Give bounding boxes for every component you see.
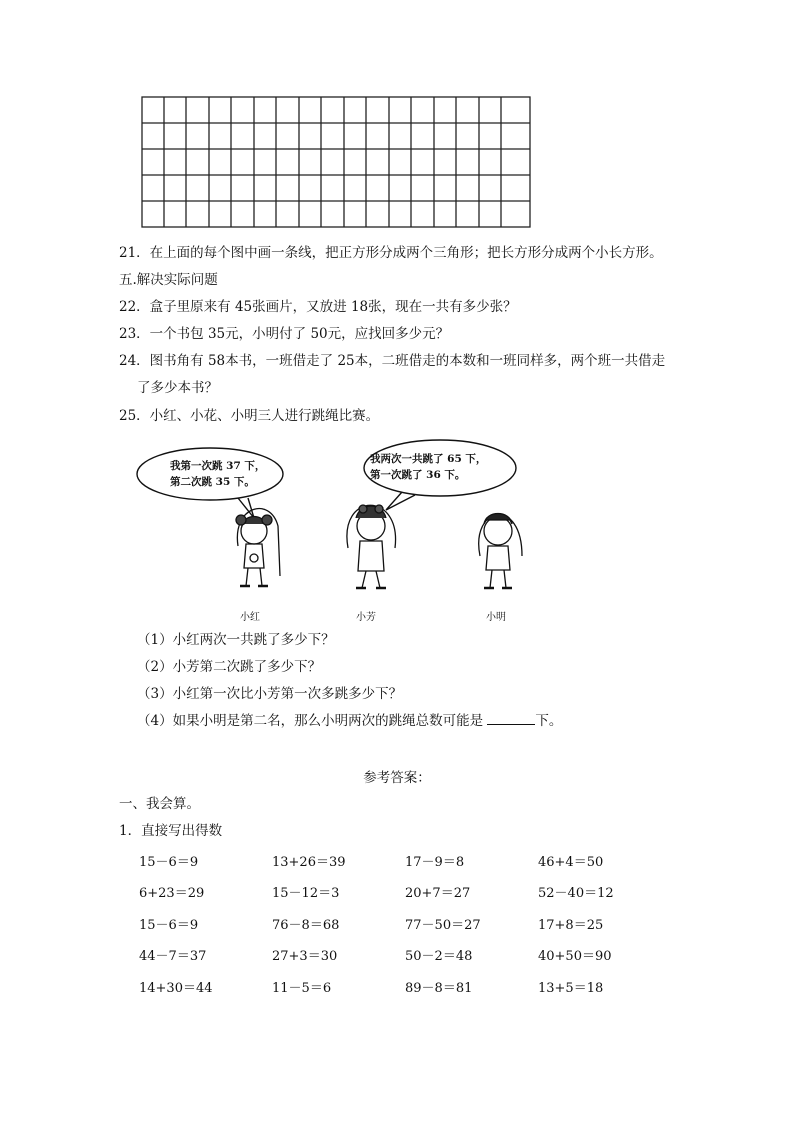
kid-xiaofang-icon bbox=[347, 505, 396, 588]
drawing-grid bbox=[141, 96, 533, 234]
answer-cell: 20+7＝27 bbox=[405, 886, 471, 901]
kid-xiaoming-icon bbox=[479, 514, 522, 589]
subquestion-4 bbox=[137, 712, 562, 730]
subquestion-4-unit: 下。 bbox=[535, 713, 563, 729]
bubble-left-line1: 我第一次跳 37 下， bbox=[170, 460, 266, 472]
name-label-xiaofang: 小芳 bbox=[356, 612, 376, 623]
question-22: 22．盒子里原来有 45张画片，又放进 18张，现在一共有多少张？ bbox=[119, 299, 517, 315]
question-24-line1: 24．图书角有 58本书，一班借走了 25本，二班借走的本数和一班同样多，两个班一共借走 bbox=[119, 353, 666, 369]
answer-blank[interactable] bbox=[487, 712, 535, 725]
answer-cell: 11－5＝6 bbox=[272, 981, 332, 996]
answer-cell: 77－50＝27 bbox=[405, 918, 481, 933]
answer-cell: 50－2＝48 bbox=[405, 949, 473, 964]
answer-cell: 6+23＝29 bbox=[139, 886, 205, 901]
answer-cell: 89－8＝81 bbox=[405, 981, 473, 996]
jump-rope-illustration bbox=[130, 436, 550, 626]
answer-cell: 52－40＝12 bbox=[538, 886, 614, 901]
answer-cell: 44－7＝37 bbox=[139, 949, 207, 964]
subquestion-2: （2）小芳第二次跳了多少下？ bbox=[137, 659, 322, 675]
answer-cell: 27+3＝30 bbox=[272, 949, 338, 964]
bubble-right-line2: 第一次跳了 36 下。 bbox=[370, 469, 466, 481]
answer-cell: 76－8＝68 bbox=[272, 918, 340, 933]
subquestion-4-text: （4）如果小明是第二名，那么小明两次的跳绳总数可能是 bbox=[137, 713, 488, 729]
answer-cell: 17+8＝25 bbox=[538, 918, 604, 933]
answers-item-1: 1．直接写出得数 bbox=[119, 823, 223, 839]
answer-cell: 15－12＝3 bbox=[272, 886, 340, 901]
answers-title: 参考答案： bbox=[363, 770, 431, 786]
answer-cell: 17－9＝8 bbox=[405, 855, 465, 870]
answer-cell: 46+4＝50 bbox=[538, 855, 604, 870]
grid-svg bbox=[141, 96, 533, 230]
question-23: 23．一个书包 35元，小明付了 50元，应找回多少元？ bbox=[119, 326, 450, 342]
bubble-right-line1: 我两次一共跳了 65 下， bbox=[370, 453, 487, 465]
subquestion-1: （1）小红两次一共跳了多少下？ bbox=[137, 632, 335, 648]
answers-section-1: 一、我会算。 bbox=[119, 796, 200, 812]
answer-cell: 13+5＝18 bbox=[538, 981, 604, 996]
kid-xiaohong-icon bbox=[236, 509, 280, 586]
question-21: 21．在上面的每个图中画一条线，把正方形分成两个三角形；把长方形分成两个小长方形。 bbox=[119, 245, 663, 261]
bubble-left-line2: 第二次跳 35 下。 bbox=[170, 476, 255, 488]
answer-cell: 13+26＝39 bbox=[272, 855, 346, 870]
answer-cell: 40+50＝90 bbox=[538, 949, 612, 964]
section-5-heading: 五.解决实际问题 bbox=[119, 272, 218, 288]
question-25: 25．小红、小花、小明三人进行跳绳比赛。 bbox=[119, 408, 380, 424]
answer-cell: 15－6＝9 bbox=[139, 918, 199, 933]
question-24-line2: 了多少本书？ bbox=[137, 380, 218, 396]
name-label-xiaoming: 小明 bbox=[486, 612, 506, 623]
name-label-xiaohong: 小红 bbox=[240, 612, 260, 623]
answer-cell: 15－6＝9 bbox=[139, 855, 199, 870]
answer-cell: 14+30＝44 bbox=[139, 981, 213, 996]
subquestion-3: （3）小红第一次比小芳第一次多跳多少下？ bbox=[137, 686, 403, 702]
